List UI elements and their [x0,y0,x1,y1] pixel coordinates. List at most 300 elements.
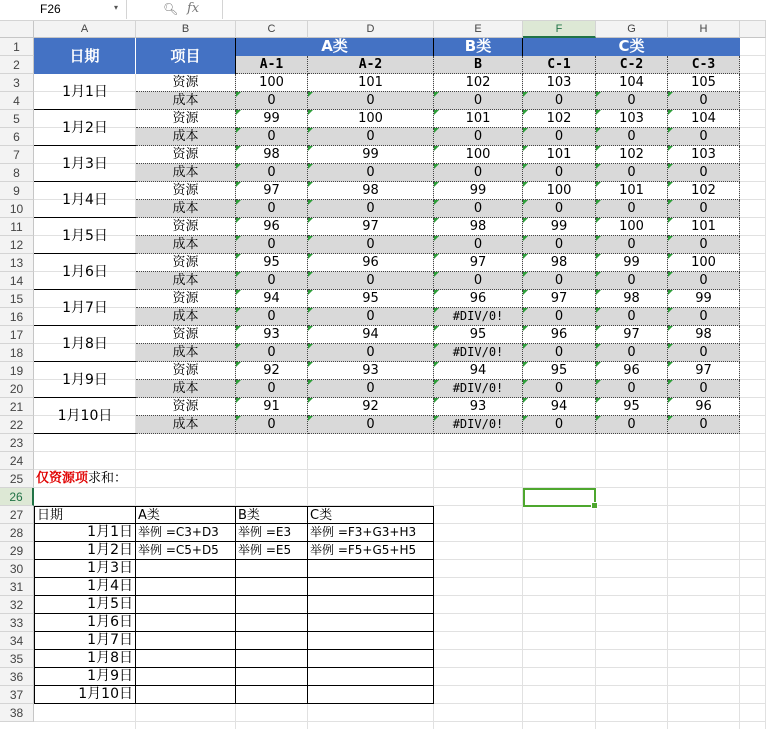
error-indicator-icon [596,236,601,241]
summary-formula[interactable] [308,614,434,632]
resource-value: 100 [308,110,434,128]
header-group-a: A类 [236,38,434,56]
row-header-12[interactable]: 12 [0,236,34,254]
error-indicator-icon [434,344,439,349]
cost-value: 0 [668,344,740,362]
resource-value: 96 [434,290,523,308]
resource-value: 91 [236,398,308,416]
error-indicator-icon [596,416,601,421]
resource-value: 102 [596,146,668,164]
summary-formula[interactable] [136,560,236,578]
cost-value: 0 [668,164,740,182]
summary-formula[interactable] [236,614,308,632]
error-indicator-icon [523,164,528,169]
error-indicator-icon [668,110,673,115]
error-indicator-icon [308,290,313,295]
error-indicator-icon [434,218,439,223]
error-indicator-icon [596,110,601,115]
error-indicator-icon [668,182,673,187]
column-header-d[interactable]: D [308,21,434,38]
name-box-dropdown-icon[interactable]: ▾ [114,3,119,12]
summary-formula[interactable] [136,632,236,650]
resource-value: 99 [434,182,523,200]
row-header-35[interactable]: 35 [0,650,34,668]
error-indicator-icon [596,290,601,295]
error-indicator-icon [523,218,528,223]
row-header-8[interactable]: 8 [0,164,34,182]
error-indicator-icon [596,164,601,169]
summary-formula[interactable] [136,614,236,632]
error-indicator-icon [523,110,528,115]
grid-row-line [34,721,766,722]
resource-value: 99 [668,290,740,308]
summary-formula[interactable]: 举例 =F3+G3+H3 [308,524,434,542]
resource-value: 96 [236,218,308,236]
summary-formula[interactable] [308,560,434,578]
error-indicator-icon [668,254,673,259]
error-indicator-icon [434,380,439,385]
error-indicator-icon [308,380,313,385]
resource-value: 101 [668,218,740,236]
row-header-7[interactable]: 7 [0,146,34,164]
cost-value: 0 [236,272,308,290]
resource-value: 97 [596,326,668,344]
resource-value: 96 [523,326,596,344]
summary-formula[interactable] [136,578,236,596]
cost-value: 0 [236,308,308,326]
error-indicator-icon [236,254,241,259]
note-label [36,470,236,488]
error-indicator-icon [523,200,528,205]
column-header-g[interactable]: G [596,21,668,38]
row-header-6[interactable]: 6 [0,128,34,146]
cost-value: 0 [523,128,596,146]
row-header-3[interactable]: 3 [0,74,34,92]
item-label-resource: 资源 [136,362,236,380]
row-header-28[interactable]: 28 [0,524,34,542]
cost-value: 0 [236,92,308,110]
summary-formula[interactable]: 举例 =C5+D5 [136,542,236,560]
error-indicator-icon [596,308,601,313]
error-indicator-icon [523,398,528,403]
summary-header: 日期 [34,506,136,524]
error-indicator-icon [668,128,673,133]
resource-value: 98 [596,290,668,308]
summary-formula[interactable] [236,650,308,668]
summary-date: 1月5日 [34,596,136,614]
row-header-16[interactable]: 16 [0,308,34,326]
error-indicator-icon [668,146,673,151]
resource-value: 95 [523,362,596,380]
row-header-17[interactable]: 17 [0,326,34,344]
resource-value: 100 [596,218,668,236]
cost-value: 0 [523,200,596,218]
row-header-1[interactable]: 1 [0,38,34,56]
error-indicator-icon [523,272,528,277]
cost-value: 0 [434,200,523,218]
cost-value: 0 [236,380,308,398]
summary-formula[interactable]: 举例 =C3+D3 [136,524,236,542]
cost-value: 0 [668,416,740,434]
header-sub-c-2: C-2 [596,56,668,74]
cost-value: 0 [668,380,740,398]
resource-value: 98 [523,254,596,272]
resource-value: 93 [434,398,523,416]
resource-value: 98 [236,146,308,164]
row-header-13[interactable]: 13 [0,254,34,272]
row-header-34[interactable]: 34 [0,632,34,650]
grid-row-line [34,451,766,452]
cost-value: 0 [668,308,740,326]
fx-icon[interactable]: fx [187,1,200,16]
cost-value: 0 [523,380,596,398]
summary-formula[interactable] [236,596,308,614]
row-header-24[interactable]: 24 [0,452,34,470]
cost-value: 0 [308,164,434,182]
item-label-cost: 成本 [136,380,236,398]
summary-date: 1月2日 [34,542,136,560]
error-indicator-icon [434,272,439,277]
summary-formula[interactable] [136,650,236,668]
row-header-32[interactable]: 32 [0,596,34,614]
error-indicator-icon [308,326,313,331]
cost-value: 0 [308,380,434,398]
resource-value: 103 [596,110,668,128]
error-indicator-icon [434,200,439,205]
row-header-14[interactable]: 14 [0,272,34,290]
cost-value: 0 [434,236,523,254]
error-indicator-icon [236,182,241,187]
error-indicator-icon [668,218,673,223]
item-label-resource: 资源 [136,326,236,344]
item-label-cost: 成本 [136,344,236,362]
error-indicator-icon [236,164,241,169]
error-indicator-icon [523,308,528,313]
summary-formula[interactable]: 举例 =E3 [236,524,308,542]
error-indicator-icon [668,92,673,97]
cost-value: 0 [668,92,740,110]
row-header-29[interactable]: 29 [0,542,34,560]
error-indicator-icon [434,146,439,151]
error-indicator-icon [434,398,439,403]
resource-value: 103 [523,74,596,92]
cost-value: 0 [596,344,668,362]
zoom-magnifier-icon[interactable]: 🔍︎ [163,2,179,16]
date-cell: 1月7日 [34,290,136,326]
error-indicator-icon [523,416,528,421]
cost-value: 0 [236,164,308,182]
error-indicator-icon [236,92,241,97]
resource-value: 101 [434,110,523,128]
column-header-b[interactable]: B [136,21,236,38]
error-indicator-icon [434,362,439,367]
error-indicator-icon [596,92,601,97]
resource-value: 98 [668,326,740,344]
cost-value: 0 [596,92,668,110]
date-cell: 1月8日 [34,326,136,362]
cost-value: 0 [596,236,668,254]
error-indicator-icon [308,110,313,115]
cost-value: #DIV/0! [434,380,523,398]
cost-value: 0 [523,164,596,182]
header-sub-b: B [434,56,523,74]
column-header-e[interactable]: E [434,21,523,38]
resource-value: 100 [434,146,523,164]
resource-value: 99 [236,110,308,128]
item-label-cost: 成本 [136,92,236,110]
error-indicator-icon [596,254,601,259]
error-indicator-icon [596,326,601,331]
error-indicator-icon [523,290,528,295]
resource-value: 104 [668,110,740,128]
error-indicator-icon [236,308,241,313]
date-cell: 1月4日 [34,182,136,218]
row-header-5[interactable]: 5 [0,110,34,128]
error-indicator-icon [434,326,439,331]
item-label-resource: 资源 [136,254,236,272]
summary-date: 1月7日 [34,632,136,650]
summary-formula[interactable]: 举例 =E5 [236,542,308,560]
error-indicator-icon [523,326,528,331]
summary-formula[interactable] [308,596,434,614]
resource-value: 93 [236,326,308,344]
error-indicator-icon [523,146,528,151]
error-indicator-icon [434,308,439,313]
error-indicator-icon [596,182,601,187]
summary-date: 1月3日 [34,560,136,578]
summary-formula[interactable] [308,632,434,650]
error-indicator-icon [236,128,241,133]
header-sub-c-3: C-3 [668,56,740,74]
resource-value: 101 [308,74,434,92]
header-group-b: B类 [434,38,523,56]
item-label-resource: 资源 [136,398,236,416]
item-label-resource: 资源 [136,146,236,164]
row-header-19[interactable]: 19 [0,362,34,380]
summary-header: A类 [136,506,236,524]
error-indicator-icon [236,272,241,277]
summary-formula[interactable]: 举例 =F5+G5+H5 [308,542,434,560]
summary-formula[interactable] [308,650,434,668]
row-header-37[interactable]: 37 [0,686,34,704]
resource-value: 100 [668,254,740,272]
row-header-23[interactable]: 23 [0,434,34,452]
row-header-20[interactable]: 20 [0,380,34,398]
summary-date: 1月10日 [34,686,136,704]
column-header-extra[interactable] [740,21,766,38]
column-header-f[interactable]: F [523,21,596,38]
item-label-cost: 成本 [136,128,236,146]
error-indicator-icon [668,164,673,169]
error-indicator-icon [596,398,601,403]
item-label-resource: 资源 [136,218,236,236]
summary-formula[interactable] [308,668,434,686]
error-indicator-icon [308,146,313,151]
error-indicator-icon [236,344,241,349]
error-indicator-icon [236,146,241,151]
cost-value: 0 [596,128,668,146]
cost-value: 0 [308,236,434,254]
resource-value: 102 [668,182,740,200]
resource-value: 97 [236,182,308,200]
cost-value: 0 [308,308,434,326]
date-cell: 1月3日 [34,146,136,182]
name-box-value: F26 [40,2,61,16]
error-indicator-icon [308,362,313,367]
error-indicator-icon [434,254,439,259]
cost-value: 0 [236,236,308,254]
resource-value: 97 [523,290,596,308]
error-indicator-icon [523,92,528,97]
error-indicator-icon [523,236,528,241]
cost-value: #DIV/0! [434,308,523,326]
column-header-a[interactable]: A [34,21,136,38]
header-item: 项目 [136,38,236,74]
summary-formula[interactable] [236,578,308,596]
summary-date: 1月4日 [34,578,136,596]
error-indicator-icon [434,416,439,421]
cost-value: 0 [523,272,596,290]
summary-formula[interactable] [136,686,236,704]
resource-value: 100 [523,182,596,200]
error-indicator-icon [236,398,241,403]
row-header-11[interactable]: 11 [0,218,34,236]
row-header-10[interactable]: 10 [0,200,34,218]
cost-value: 0 [308,272,434,290]
note-highlight: 仅资源项 [36,471,89,486]
header-group-c: C类 [523,38,740,56]
header-sub-a-2: A-2 [308,56,434,74]
resource-value: 96 [668,398,740,416]
selected-cell-f26[interactable] [523,488,596,507]
error-indicator-icon [236,236,241,241]
column-header-c[interactable]: C [236,21,308,38]
row-header-27[interactable]: 27 [0,506,34,524]
summary-date: 1月6日 [34,614,136,632]
row-header-25[interactable]: 25 [0,470,34,488]
note-rest: 求和： [88,471,128,486]
error-indicator-icon [434,290,439,295]
resource-value: 103 [668,146,740,164]
row-header-22[interactable]: 22 [0,416,34,434]
column-header-h[interactable]: H [668,21,740,38]
select-all-corner[interactable] [0,21,34,38]
error-indicator-icon [668,236,673,241]
summary-formula[interactable] [236,686,308,704]
row-header-30[interactable]: 30 [0,560,34,578]
cost-value: 0 [596,380,668,398]
error-indicator-icon [308,92,313,97]
cost-value: 0 [434,272,523,290]
date-cell: 1月2日 [34,110,136,146]
resource-value: 99 [523,218,596,236]
item-label-cost: 成本 [136,164,236,182]
error-indicator-icon [434,182,439,187]
date-cell: 1月5日 [34,218,136,254]
date-cell: 1月1日 [34,74,136,110]
summary-formula[interactable] [236,668,308,686]
cost-value: #DIV/0! [434,416,523,434]
error-indicator-icon [596,380,601,385]
resource-value: 92 [308,398,434,416]
resource-value: 105 [668,74,740,92]
summary-formula[interactable] [236,632,308,650]
resource-value: 99 [308,146,434,164]
error-indicator-icon [434,164,439,169]
header-date: 日期 [34,38,136,74]
error-indicator-icon [308,164,313,169]
row-header-38[interactable]: 38 [0,704,34,722]
error-indicator-icon [308,236,313,241]
row-header-18[interactable]: 18 [0,344,34,362]
cost-value: 0 [434,92,523,110]
row-header-33[interactable]: 33 [0,614,34,632]
cost-value: 0 [236,128,308,146]
item-label-cost: 成本 [136,308,236,326]
row-header-2[interactable]: 2 [0,56,34,74]
resource-value: 94 [308,326,434,344]
error-indicator-icon [668,398,673,403]
summary-formula[interactable] [136,596,236,614]
resource-value: 97 [308,218,434,236]
summary-formula[interactable] [308,686,434,704]
summary-formula[interactable] [136,668,236,686]
error-indicator-icon [668,380,673,385]
error-indicator-icon [668,290,673,295]
summary-formula[interactable] [308,578,434,596]
summary-formula[interactable] [236,560,308,578]
row-header-4[interactable]: 4 [0,92,34,110]
date-cell: 1月10日 [34,398,136,434]
error-indicator-icon [596,218,601,223]
resource-value: 97 [668,362,740,380]
error-indicator-icon [236,380,241,385]
error-indicator-icon [596,200,601,205]
date-cell: 1月9日 [34,362,136,398]
resource-value: 100 [236,74,308,92]
summary-date: 1月1日 [34,524,136,542]
cost-value: 0 [308,200,434,218]
cost-value: 0 [596,308,668,326]
cost-value: 0 [308,416,434,434]
cost-value: 0 [596,164,668,182]
cost-value: 0 [668,128,740,146]
error-indicator-icon [434,110,439,115]
cost-value: 0 [308,344,434,362]
error-indicator-icon [434,128,439,133]
row-header-9[interactable]: 9 [0,182,34,200]
header-sub-a-1: A-1 [236,56,308,74]
row-header-26[interactable]: 26 [0,488,34,506]
summary-header: B类 [236,506,308,524]
error-indicator-icon [596,344,601,349]
error-indicator-icon [668,326,673,331]
item-label-resource: 资源 [136,110,236,128]
summary-date: 1月8日 [34,650,136,668]
row-header-15[interactable]: 15 [0,290,34,308]
item-label-resource: 资源 [136,74,236,92]
cost-value: 0 [523,92,596,110]
resource-value: 95 [596,398,668,416]
resource-value: 95 [236,254,308,272]
row-header-21[interactable]: 21 [0,398,34,416]
row-header-36[interactable]: 36 [0,668,34,686]
cost-value: 0 [668,236,740,254]
resource-value: 97 [434,254,523,272]
error-indicator-icon [308,308,313,313]
row-header-31[interactable]: 31 [0,578,34,596]
resource-value: 95 [434,326,523,344]
